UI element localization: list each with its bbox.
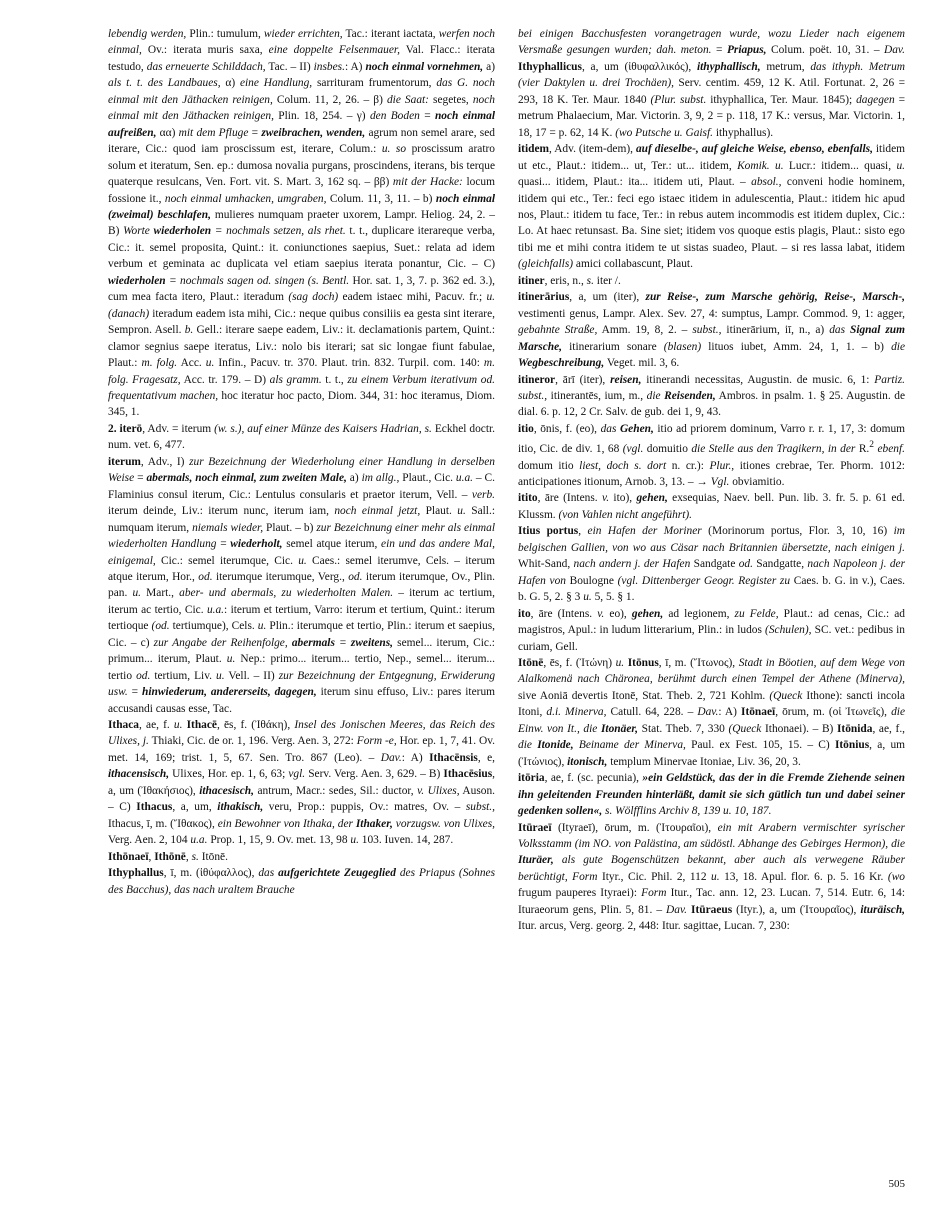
dictionary-entry: Itōnē, ēs, f. (Ἰτώνη) u. Itōnus, ī, m. (Ἴτωνος), Stadt in Böotien, auf dem Wege von Alalkomenä nach Chäronea, berühmt durch einen Tempel der Athene (Minerva), sive Aoniā devertis Itonē, Stat. Theb. 2, 721 Kohlm. (Queck Ithone): sancti incola Itoni, d.i. Minerva, Catull. 64, 228. – Dav.: A) Itōnaeī, ōrum, m. (οἱ Ἰτωνεῖς), die Einw. von It., die Itonäer, Stat. Theb. 7, 330 (Queck Ithonaei). – B) Itōnida, ae, f., die Itonide, Beiname der Minerva, Paul. ex Fest. 105, 15. – C) Itōnius, a, um (Ἰτώνιος), itonisch, templum Minervae Itoniae, Liv. 36, 20, 3. [518, 657, 906, 768]
dictionary-entry: 2. iterō, Adv. = iterum (w. s.), auf einer Münze des Kaisers Hadrian, s. Eckhel doctr. num. vet. 6, 477. [108, 422, 495, 452]
dictionary-entry: bei einigen Bacchusfesten vorangetragen wurde, wozu Lieder nach eigenem Versmaße gesungen wurden; dah. meton. = Priapus, Colum. poët. 10, 31. – Dav. Ithyphallicus, a, um (ἰθυφαλλικός), ithyphallisch, metrum, das ithyph. Metrum (vier Daktylen u. drei Trochäen), Serv. centim. 459, 12 K. Atil. Fortunat. 2, 26 = 293, 18 K. Ter. Maur. 1840 (Plur. subst. ithyphallica, Ter. Maur. 1845); dagegen = metrum Phalaecium, Mar. Victorin. 3, 9, 2 = p. 118, 17 K.: versus, Mar. Victorin. 1, 18, 17 = p. 62, 14 K. (wo Putsche u. Gaisf. ithyphallus). [518, 28, 905, 139]
dictionary-entry: itineror, ārī (iter), reisen, itinerandi necessitas, Augustin. de music. 6, 1: Partiz. subst., itinerantēs, ium, m., die Reisenden, Ambros. in psalm. 1. § 25. Augustin. de dial. 6. p. 12, 2 Cr. Salv. de gub. dei 1, 9, 43. [518, 373, 905, 419]
dictionary-entry: itiner, eris, n., s. iter /. [518, 274, 621, 287]
dictionary-entry: itito, āre (Intens. v. ito), gehen, exsequias, Naev. bell. Pun. lib. 3. fr. 5. p. 61 ed. Klussm. (von Vahlen nicht angeführt). [518, 492, 905, 521]
dictionary-entry: Ithyphallus, ī, m. (ἰθύφαλλος), das aufgerichtete Zeugeglied des Priapus (Sohnes des Bacchus), das nach uraltem Brauche [108, 867, 495, 896]
dictionary-entry: Ithaca, ae, f. u. Ithacē, ēs, f. (Ἰθάκη), Insel des Jonischen Meeres, das Reich des Ulixes, j. Thiaki, Cic. de or. 1, 196. Verg. Aen. 3, 272: Form -e, Hor. ep. 1, 7, 41. Ov. met. 14, 169; trist. 1, 5, 67. Sen. Tro. 867 (Leo). – Dav.: A) Ithacēnsis, e, ithacensisch, Ulixes, Hor. ep. 1, 6, 63; vgl. Serv. Verg. Aen. 3, 629. – B) Ithacēsius, a, um (Ἰθακήσιος), ithacesisch, antrum, Macr.: sedes, Sil.: ductor, v. Ulixes, Auson. – C) Ithacus, a, um, ithakisch, veru, Prop.: puppis, Ov.: matres, Ov. – subst., Ithacus, ī, m. (Ἴθακος), ein Bewohner von Ithaka, der Ithaker, vorzugsw. von Ulixes, Verg. Aen. 2, 104 u.a. Prop. 1, 15, 9. Ov. met. 13, 98 u. 103. Iuven. 14, 287. [108, 719, 495, 847]
dictionary-entry: itōria, ae, f. (sc. pecunia), »ein Geldstück, das der in die Fremde Ziehende seinen ihn geleitenden Freunden hinterläßt, damit sie sich gütlich tun und dabei seiner gedenken sollen«, s. Wölfflins Archiv 8, 139 u. 10, 187. [518, 772, 906, 818]
dictionary-entry: itinerārius, a, um (iter), zur Reise-, zum Marsche gehörig, Reise-, Marsch-, vestimenti genus, Lampr. Alex. Sev. 27, 4: sumptus, Lampr. Commod. 9, 1: agger, gebahnte Straße, Amm. 19, 8, 2. – subst., itinerārium, iī, n., a) das Signal zum Marsche, itinerarium sonare (blasen) lituos iubet, Amm. 24, 1, 1. – b) die Wegbeschreibung, Veget. mil. 3, 6. [518, 291, 905, 370]
dictionary-entry: itidem, Adv. (item-dem), auf dieselbe-, auf gleiche Weise, ebenso, ebenfalls, itidem ut etc., Plaut.: itidem... ut, Ter.: ut... itidem, Komik. u. Lucr.: itidem... quasi, u. quasi... itidem, Plaut.: ita... itidem uti, Plaut. – absol., conveni hodie hominem, itidem qui etc., Ter.: feci ego istaec itidem in adulescentia, Plaut.: itidem hic apud nos, Plaut.: itidem tu face, Ter.: in rebus autem incommodis est itidem duplex, Cic.: Lo. At haec retunsast. Ba. Sine siet; itidem vos quoque estis plagis, Plaut.: sisto ego tibi me et mihi contra itidem te ut sistas suadeo, Plaut. – si res lassa labat, itidem (gleichfalls) amici collabascunt, Plaut. [518, 143, 905, 271]
left-column [108, 26, 495, 898]
dictionary-entry: iterum, Adv., I) zur Bezeichnung der Wiederholung einer Handlung in derselben Weise = abermals, noch einmal, zum zweiten Male, a) im allg., Plaut., Cic. u.a. – C. Flaminius consul iterum, Cic.: Lentulus consularis et praetor iterum, Vell. – verb. iterum deinde, Liv.: iterum nunc, iterum iam, noch einmal jetzt, Plaut. u. Sall.: numquam iterum, niemals wieder, Plaut. – b) zur Bezeichnung einer mehr als einmal wiederholten Handlung = wiederholt, semel atque iterum, ein und das andere Mal, einigemal, Cic.: semel iterumque, Cic. u. Caes.: semel iterumve, Cels. – iterum atque iterum, Hor., od. iterumque iterumque, Verg., od. iterum iterumque, Ov., Plin. pan. u. Mart., aber- und abermals, zu wiederholten Malen. – iterum ac tertium, iterum ac tertio, Cic. u.a.: iterum et tertium, Varro: iterum et tertium, Quint.: iterum tertioque (od. tertiumque), Cels. u. Plin.: iterumque et tertio, Plin.: iterum et saepius, Cic. – c) zur Angabe der Reihenfolge, abermals = zweitens, semel... iterum, Cic.: primum... iterum, Plaut. u. Nep.: primo... iterum... tertio, Nep., semel... iterum... tertio od. tertium, Liv. u. Vell. – II) zur Bezeichnung der Entgegnung, Erwiderung usw. = hinwiederum, andererseits, dagegen, iterum sinu effuso, Liv.: pares iterum accusandi causas esse, Tac. [108, 455, 496, 715]
dictionary-entry: Itūraeī (Ityraeī), ōrum, m. (Ἰτουραῖοι), ein mit Arabern vermischter syrischer Volksstamm (im NO. von Palästina, am südöstl. Abhange des Gebirges Hermon), die Ituräer, als gute Bogenschützen bekannt, aber auch als verwegene Räuber berüchtigt, Form Ityr., Cic. Phil. 2, 112 u. 13, 18. Apul. flor. 6. p. 5. 16 Kr. (wo frugum pauperes Ityraei): Form Itur., Tac. ann. 12, 23. Lucan. 7, 514. Eutr. 6, 14: Ituraeorum gens, Plin. 5, 81. – Dav. Itūraeus (Ityr.), a, um (Ἰτουραῖος), ituräisch, Itur. arcus, Verg. georg. 2, 448: Itur. sagittae, Lucan. 7, 230: [518, 821, 906, 933]
dictionary-entry: ito, āre (Intens. v. eo), gehen, ad legionem, zu Felde, Plaut.: ad cenas, Cic.: ad magistros, Apul.: in ludum litterarium, Plin.: in ludos (Schulen), SC. vet.: pedibus in curiam, Gell. [518, 607, 905, 653]
dictionary-entry: Itius portus, ein Hafen der Moriner (Morinorum portus, Flor. 3, 10, 16) im belgischen Gallien, von wo aus Cäsar nach Britannien übersetzte, nach einigen j. Whit-Sand, nach andern j. der Hafen Sandgate od. Sandgatte, nach Napoleon j. der Hafen von Boulogne (vgl. Dittenberger Geogr. Register zu Caes. b. G. in v.), Caes. b. G. 5, 2. § 3 u. 5, 5. § 1. [518, 525, 906, 604]
right-column [518, 26, 905, 935]
dictionary-entry: lebendig werden, Plin.: tumulum, wieder errichten, Tac.: iterant iactata, werfen noch einmal, Ov.: iterata muris saxa, eine doppelte Felsenmauer, Val. Flacc.: iterata testudo, das erneuerte Schilddach, Tac. – II) insbes.: A) noch einmal vornehmen, a) als t. t. des Landbaues, α) eine Handlung, sarrituram frumentorum, das G. noch einmal mit den Jäthacken reinigen, Colum. 11, 2, 26. – β) die Saat: segetes, noch einmal mit den Jäthacken reinigen, Plin. 18, 254. – γ) den Boden = noch einmal aufreißen, αα) mit dem Pfluge = zweibrachen, wenden, agrum non semel arare, sed iterare, Cic.: quod iam proscissum est, iterare, Colum.: u. so proscissum aratro solum et iteratum, Sen. ep.: dumosa novalia purgans, proscindens, iterans, bis terque quaterque resulcans, Ven. Fort. vit. S. Mart. 3, 162 sq. – ββ) mit der Hacke: locum fossione it., noch einmal umhacken, umgraben, Colum. 11, 3, 11. – b) noch einmal (zweimal) beschlafen, mulieres numquam praeter uxorem, Lampr. Heliog. 24, 2. – B) Worte wiederholen = nochmals setzen, als rhet. t. t., duplicare iterareque verba, Cic.: it. semel proposita, Quint.: it. coniunctiones saepius, Suet.: relata ad idem verbum et geminata ac duplicata vel etiam saepius iterata ponantur, Cic. – C) wiederholen = nochmals sagen od. singen (s. Bentl. Hor. sat. 1, 3, 7. p. 362 ed. 3.), cum mea facta itero, Plaut.: iteradum (sag doch) eadem istaec mihi, Pacuv. fr.; u. (danach) iteradum eadem ista mihi, Cic.: neque quibus consiliis ea gesta sint iterare, Sempron. Asell. b. Gell.: iterare saepe eadem, Liv.: it. declamationis partem, Quint.: clamor segnius saepe iteratus, Liv.: nolo bis iterari; sat sic longae fiunt fabulae, Plaut.: m. folg. Acc. u. Infin., Pacuv. tr. 370. Plaut. trin. 832. Turpil. com. 140: m. folg. Fragesatz, Acc. tr. 179. – D) als gramm. t. t., zu einem Verbum iterativum od. frequentativum machen, hoc iteratur hoc pacto, Diom. 344, 31: hoc iteramus, Diom. 345, 1. [108, 28, 496, 419]
dictionary-entry: itio, ōnis, f. (eo), das Gehen, itio ad priorem dominum, Varro r. r. 1, 17, 3: domum itio, Cic. de div. 1, 68 (vgl. domuitio die Stelle aus den Tragikern, in der R.$^2$ ebenf. domum itio liest, doch s. dort n. cr.): Plur., itiones crebrae, Ter. Phorm. 1012: anticipationes itionum, Arnob. 3, 13. – → Vgl. obviamitio. [518, 422, 906, 489]
page-number: 505 [888, 1178, 905, 1190]
dictionary-entry: Ithōnaeī, Ithōnē, s. Itōnē. [108, 850, 228, 863]
